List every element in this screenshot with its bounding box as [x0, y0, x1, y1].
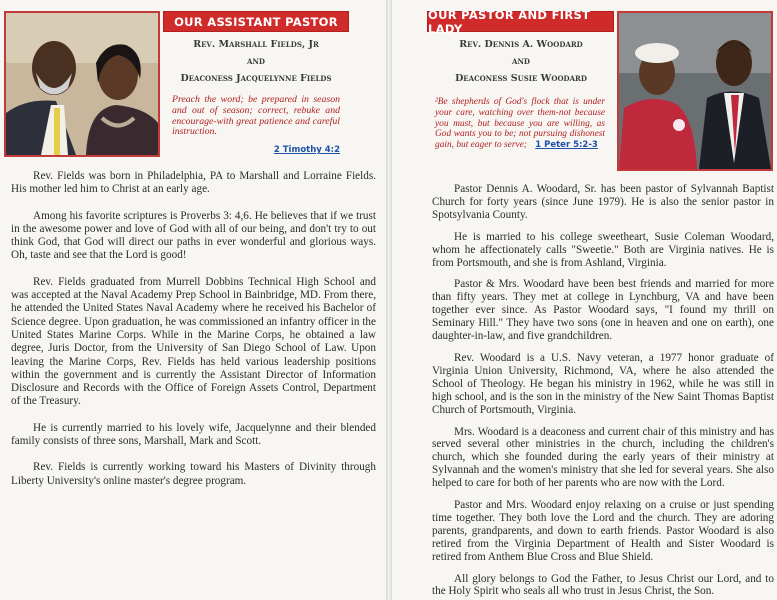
couple-portrait-image — [6, 13, 158, 155]
name-line: and — [247, 56, 265, 67]
assistant-pastor-banner — [163, 11, 349, 32]
bio-paragraph: He is currently married to his lovely wife, Jacquelynne and their blended family consists of three sons, Marshall, Mark and Scott. — [11, 421, 376, 448]
right-page — [392, 0, 777, 600]
left-page — [0, 0, 386, 600]
bio-paragraph: Pastor and Mrs. Woodard enjoy relaxing on a cruise or just spending time together. They both love the Lord and the church. They are adoring parents, grandparents, and down to earth friends. Pastor Woodard is also retired from the Virginia Department of Health and Sister Woodard is retired from Anthem Blue Cross and Blue Shield. — [432, 499, 774, 563]
quote-text: ²Be shepherds of God's flock that is under your care, watching over them-not because you must, but because you are willing, as God wants you to be; not pursuing dishonest gain, but eager to serve; — [435, 97, 605, 151]
bio-paragraph: Mrs. Woodard is a deaconess and current chair of this ministry and has served several other ministries in the church, including the children's church, which she founded during the early years of their ministry at Sylvannah and the women's ministry that she led for several years. She also helped to care for both of her parents who are now with the Lord. — [432, 425, 774, 490]
name-line: and — [512, 56, 530, 67]
name-line: Rev. Marshall Fields, Jr — [193, 39, 319, 50]
bio-paragraph: Rev. Fields is currently working toward his Masters of Divinity through Liberty University's online master's degree program. — [11, 461, 376, 487]
bio-paragraph: Among his favorite scriptures is Proverbs 3: 4,6. He believes that if we trust in the awesome power and love of God with all of our being, and don't try to out think God, that God will direct our paths in ever wonderful and glorious ways. Oh, taste and see that the Lord is good! — [11, 209, 376, 262]
pastor-banner — [427, 7, 614, 36]
scripture-reference-link[interactable]: 2 Timothy 4:2 — [273, 145, 340, 156]
name-line: Deaconess Jacquelynne Fields — [180, 73, 332, 84]
assistant-pastor-photo — [4, 11, 160, 157]
assistant-pastor-bio — [11, 170, 376, 488]
banner-title: OUR ASSISTANT PASTOR — [174, 14, 338, 29]
bio-paragraph: Pastor & Mrs. Woodard have been best friends and married for more than fifty years. They met at college in Lynchburg, VA and have been together ever since. As Pastor Woodard says, "I found my thrill on Seminary Hill." They have two sons (one in heaven and one on earth), one daughter-in-law, and five grandchildren. — [432, 278, 774, 343]
assistant-pastor-names — [163, 36, 349, 87]
bio-paragraph: All glory belongs to God the Father, to Jesus Christ our Lord, and to the Holy Spirit who seals all who trust in Jesus Christ, the Son. — [432, 572, 774, 598]
pastor-names — [428, 36, 614, 87]
quote-text: Preach the word; be prepared in season and out of season; correct, rebuke and encourage-with great patience and careful instruction. — [172, 94, 340, 138]
bio-paragraph: Rev. Fields was born in Philadelphia, PA to Marshall and Lorraine Fields. His mother led him to Christ at an early age. — [11, 170, 376, 196]
bio-paragraph: Rev. Woodard is a U.S. Navy veteran, a 1977 honor graduate of Virginia Union University, Richmond, VA, where he also attended the School of Theology. He began his ministry in 1962, while he was still in high school, and is the son in the ministry of the New Saint Thomas Baptist Church of Portsmouth, Virginia. — [432, 351, 774, 416]
banner-title: OUR PASTOR AND FIRST LADY — [428, 7, 591, 36]
bio-paragraph: Rev. Fields graduated from Murrell Dobbins Technical High School and was accepted at the Naval Academy Prep School in Bainbridge, MD. From there, he attended the United States Naval Academy where he received his Bachelor of Science degree. Upon graduation, he was commissioned an infantry officer in the United States Marine Corps. While in the Marine Corps, he obtained a law degree, Juris Doctor, from the University of San Diego School of Law. Upon leaving the Marine Corps, Rev. Fields has held various leadership positions within the government and is currently the Assistant Director of Information Disclosure and Records with the Office of Foreign Assets Control, Department of the Treasury. — [11, 275, 376, 408]
scripture-reference-link[interactable]: 1 Peter 5:2-3 — [535, 140, 598, 151]
bio-paragraph: He is married to his college sweetheart, Susie Coleman Woodard, whom he affectionately calls "Sweetie." Both are Virginia natives. He is from Portsmouth, and she is from Ashland, Virginia. — [432, 230, 774, 269]
bio-paragraph: Pastor Dennis A. Woodard, Sr. has been pastor of Sylvannah Baptist Church for forty years (since June 1979). He is also the senior pastor in Spotsylvania County. — [432, 183, 774, 221]
couple-portrait-image — [619, 13, 771, 169]
name-line: Deaconess Susie Woodard — [455, 73, 587, 84]
scripture-quote — [172, 95, 340, 156]
pastor-photo — [617, 11, 773, 171]
pastor-bio — [432, 183, 774, 598]
name-line: Rev. Dennis A. Woodard — [459, 39, 583, 50]
scripture-quote — [435, 97, 605, 151]
